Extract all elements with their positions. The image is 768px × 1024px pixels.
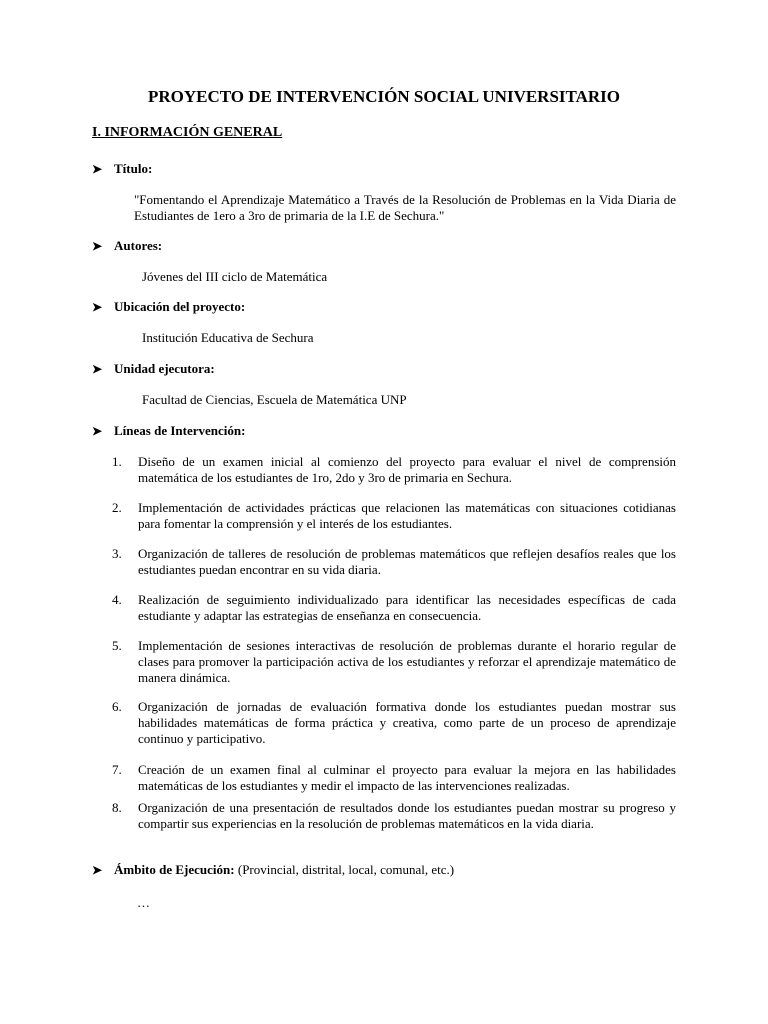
- arrow-bullet-icon: ➤: [92, 362, 103, 376]
- autores-value: Jóvenes del III ciclo de Matemática: [142, 269, 328, 284]
- ambito-label: Ámbito de Ejecución:: [114, 862, 235, 877]
- bullet-lineas: [92, 423, 245, 439]
- list-item-number: 3.: [112, 546, 122, 561]
- list-item-text: Realización de seguimiento individualizado para identificar las necesidades específicas de cada estudiante y adaptar las estrategias de enseñanza en consecuencia.: [138, 592, 676, 623]
- bullet-unidad: [92, 361, 215, 377]
- bullet-ubicacion: [92, 299, 245, 315]
- list-item: [112, 454, 676, 486]
- unidad-label: Unidad ejecutora:: [114, 361, 215, 376]
- list-item-text: Implementación de sesiones interactivas de resolución de problemas durante el horario regular de clases para promover la participación activa de los estudiantes y reforzar el aprendizaje matemático de manera dinámica.: [138, 638, 676, 685]
- page-title: PROYECTO DE INTERVENCIÓN SOCIAL UNIVERSITARIO: [147, 87, 621, 106]
- list-item: [112, 800, 676, 832]
- list-item-text: Implementación de actividades prácticas que relacionen las matemáticas con situaciones cotidianas para fomentar la comprensión y el interés de los estudiantes.: [138, 500, 676, 531]
- list-item: [112, 546, 676, 578]
- section-heading: I. INFORMACIÓN GENERAL: [92, 125, 283, 140]
- bullet-titulo: [92, 161, 152, 177]
- list-item-text: Organización de talleres de resolución de problemas matemáticos que reflejen desafíos reales que los estudiantes puedan encontrar en su vida diaria.: [138, 546, 676, 577]
- list-item: [112, 638, 676, 686]
- ubicacion-label: Ubicación del proyecto:: [114, 299, 246, 314]
- list-item-number: 8.: [112, 800, 122, 815]
- list-item-text: Creación de un examen final al culminar el proyecto para evaluar la mejora en las habilidades matemáticas de los estudiantes y medir el impacto de las intervenciones realizadas.: [138, 762, 676, 793]
- list-item-text: Diseño de un examen inicial al comienzo del proyecto para evaluar el nivel de comprensión matemática de los estudiantes de 1ro, 2do y 3ro de primaria en Sechura.: [138, 454, 676, 485]
- unidad-value: Facultad de Ciencias, Escuela de Matemática UNP: [142, 392, 407, 407]
- titulo-label: Título:: [114, 161, 153, 176]
- bullet-ambito: [92, 862, 454, 878]
- arrow-bullet-icon: ➤: [92, 239, 103, 253]
- list-item-number: 6.: [112, 699, 122, 714]
- list-item: [112, 699, 676, 747]
- ambito-extra: (Provincial, distrital, local, comunal, etc.): [237, 862, 455, 877]
- list-item-number: 7.: [112, 762, 122, 777]
- arrow-bullet-icon: ➤: [92, 863, 103, 877]
- list-item: [112, 592, 676, 624]
- titulo-value: "Fomentando el Aprendizaje Matemático a Través de la Resolución de Problemas en la Vida Diaria de Estudiantes de 1ero a 3ro de primaria de la I.E de Sechura.": [134, 192, 676, 223]
- arrow-bullet-icon: ➤: [92, 300, 103, 314]
- list-item-number: 2.: [112, 500, 122, 515]
- arrow-bullet-icon: ➤: [92, 424, 103, 438]
- ambito-value: …: [137, 895, 150, 910]
- list-item-text: Organización de una presentación de resultados donde los estudiantes puedan mostrar su progreso y compartir sus experiencias en la resolución de problemas matemáticos en la vida diaria.: [138, 800, 676, 831]
- list-item: [112, 500, 676, 532]
- list-item-text: Organización de jornadas de evaluación formativa donde los estudiantes puedan mostrar sus habilidades matemáticas de forma práctica y creativa, como parte de un proceso de aprendizaje continuo y participativo.: [138, 699, 676, 746]
- autores-label: Autores:: [114, 238, 163, 253]
- lineas-label: Líneas de Intervención:: [114, 423, 246, 438]
- list-item-number: 5.: [112, 638, 122, 653]
- list-item: [112, 762, 676, 794]
- list-item-number: 1.: [112, 454, 122, 469]
- bullet-autores: [92, 238, 162, 254]
- list-item-number: 4.: [112, 592, 122, 607]
- ubicacion-value: Institución Educativa de Sechura: [142, 330, 314, 345]
- arrow-bullet-icon: ➤: [92, 162, 103, 176]
